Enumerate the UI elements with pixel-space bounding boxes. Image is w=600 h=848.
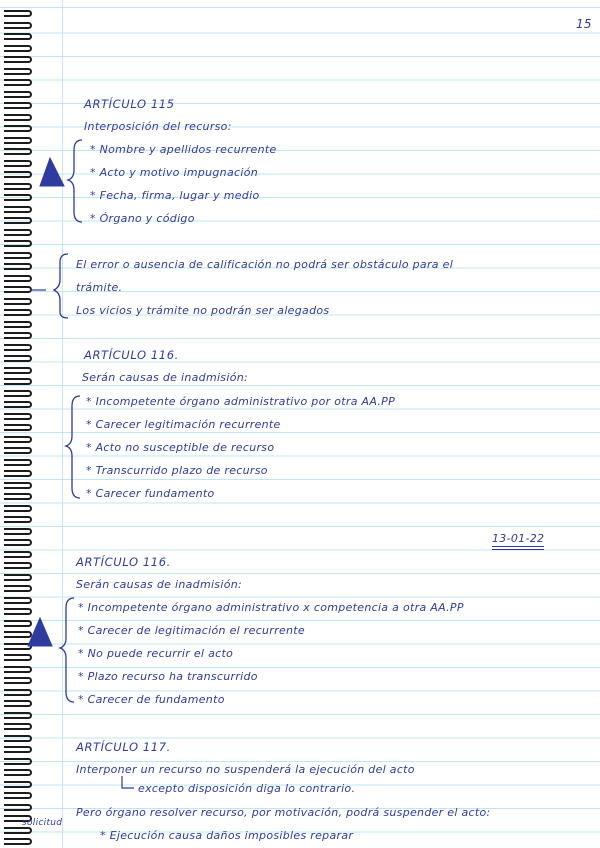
art115-note-line: trámite. bbox=[76, 281, 123, 294]
art115-item: * Órgano y código bbox=[90, 212, 195, 225]
art117-line: Pero órgano resolver recurso, por motivación, podrá suspender el acto: bbox=[76, 806, 491, 819]
art116b-title: ARTÍCULO 116. bbox=[76, 555, 171, 569]
brace-note bbox=[54, 254, 68, 318]
art115-subtitle: Interposición del recurso: bbox=[84, 120, 232, 133]
art115-item: * Acto y motivo impugnación bbox=[90, 166, 258, 179]
art116b-item: * Incompetente órgano administrativo x competencia a otra AA.PP bbox=[78, 601, 464, 614]
art117-line: excepto disposición diga lo contrario. bbox=[138, 782, 356, 795]
art117-line: * Ejecución causa daños imposibles reparar bbox=[100, 829, 354, 842]
except-arrow bbox=[122, 776, 134, 788]
page-number: 15 bbox=[576, 17, 592, 31]
art116a-item: * Incompetente órgano administrativo por otra AA.PP bbox=[86, 395, 396, 408]
art116a-item: * Carecer fundamento bbox=[86, 487, 215, 500]
art116b-item: * Carecer de fundamento bbox=[78, 693, 225, 706]
art117-line: Interponer un recurso no suspenderá la ejecución del acto bbox=[76, 763, 415, 776]
art115-item: * Fecha, firma, lugar y medio bbox=[90, 189, 260, 202]
triangle-drawing-2 bbox=[28, 618, 52, 646]
art116b-subtitle: Serán causas de inadmisión: bbox=[76, 578, 243, 591]
art115-title: ARTÍCULO 115 bbox=[84, 97, 175, 111]
art117-title: ARTÍCULO 117. bbox=[76, 740, 171, 754]
brace-art116b bbox=[60, 598, 74, 702]
art116a-title: ARTÍCULO 116. bbox=[84, 348, 179, 362]
date-stamp: 13-01-22 bbox=[492, 532, 545, 545]
art115-note-line: Los vicios y trámite no podrán ser alegados bbox=[76, 304, 330, 317]
art116b-item: * Carecer de legitimación el recurrente bbox=[78, 624, 305, 637]
art116b-item: * Plazo recurso ha transcurrido bbox=[78, 670, 258, 683]
art116a-subtitle: Serán causas de inadmisión: bbox=[82, 371, 249, 384]
art115-note-line: El error o ausencia de calificación no podrá ser obstáculo para el bbox=[76, 258, 454, 271]
art116b-item: * No puede recurrir el acto bbox=[78, 647, 234, 660]
brace-art116a bbox=[66, 396, 80, 498]
art116a-item: * Acto no susceptible de recurso bbox=[86, 441, 275, 454]
art115-item: * Nombre y apellidos recurrente bbox=[90, 143, 277, 156]
margin-note: solicitud bbox=[22, 818, 63, 828]
art116a-item: * Transcurrido plazo de recurso bbox=[86, 464, 268, 477]
brace-art115 bbox=[68, 140, 82, 222]
art116a-item: * Carecer legitimación recurrente bbox=[86, 418, 281, 431]
triangle-drawing-1 bbox=[40, 158, 64, 186]
